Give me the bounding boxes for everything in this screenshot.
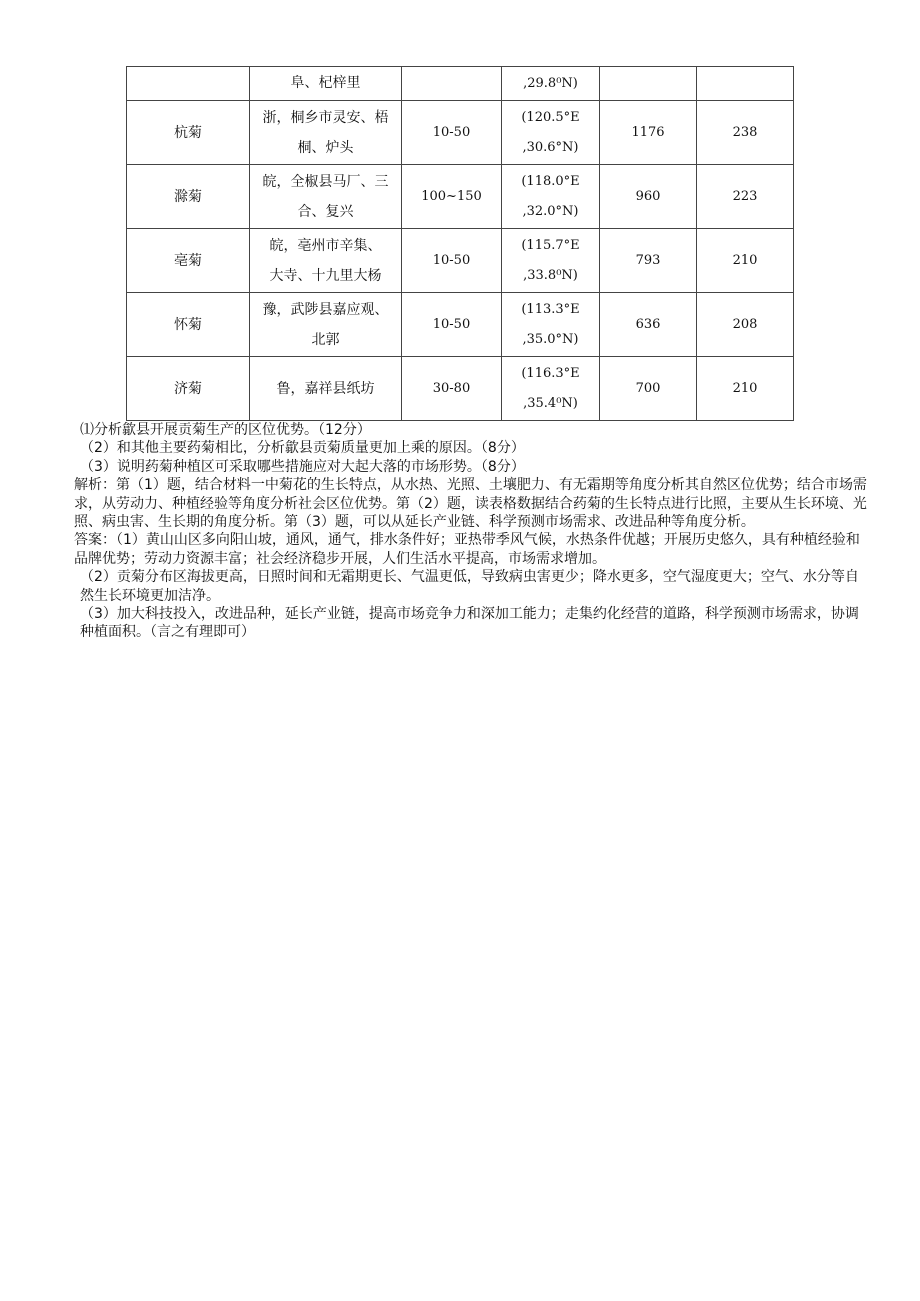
value-2: 223 — [697, 165, 794, 229]
question-1: ⑴分析歙县开展贡菊生产的区位优势。（12分） — [80, 422, 371, 438]
value-1: 960 — [600, 165, 697, 229]
value-1: 1176 — [600, 101, 697, 165]
table-row — [127, 357, 794, 421]
coordinates: (115.7°E ,33.8⁰N) — [502, 229, 600, 293]
chrysanthemum-table — [126, 66, 794, 421]
value-1: 700 — [600, 357, 697, 421]
answer-1: 答案：（1）黄山山区多向阳山坡，通风，通气，排水条件好；亚热带季风气候，水热条件优越；开展历史悠久，具有种植经验和品牌优势；劳动力资源丰富；社会经济稳步开展，人们生活水平提高，市场需求增加。 — [74, 532, 860, 567]
origin-place: 浙，桐乡市灵安、梧 桐、炉头 — [250, 101, 402, 165]
answer-3: （3）加大科技投入，改进品种，延长产业链，提高市场竞争力和深加工能力；走集约化经营的道路，科学预测市场需求，协调种植面积。（言之有理即可） — [80, 606, 859, 641]
origin-place: 皖，亳州市辛集、 大寺、十九里大杨 — [250, 229, 402, 293]
value-1 — [600, 67, 697, 101]
value-2: 238 — [697, 101, 794, 165]
variety-name: 亳菊 — [127, 229, 250, 293]
variety-name — [127, 67, 250, 101]
value-2: 210 — [697, 357, 794, 421]
table-row — [127, 229, 794, 293]
altitude: 100~150 — [402, 165, 502, 229]
origin-place: 鲁，嘉祥县纸坊 — [250, 357, 402, 421]
value-1: 793 — [600, 229, 697, 293]
coordinates: ,29.8⁰N) — [502, 67, 600, 101]
table-row — [127, 165, 794, 229]
question-3: （3）说明药菊种植区可采取哪些措施应对大起大落的市场形势。（8分） — [80, 458, 525, 475]
question-2: （2）和其他主要药菊相比，分析歙县贡菊质量更加上乘的原因。（8分） — [80, 440, 525, 457]
origin-place: 皖，全椒县马厂、三 合、复兴 — [250, 165, 402, 229]
value-1: 636 — [600, 293, 697, 357]
variety-name: 滁菊 — [127, 165, 250, 229]
altitude: 30-80 — [402, 357, 502, 421]
analysis-text: 解析：第（1）题，结合材料一中菊花的生长特点，从水热、光照、土壤肥力、有无霜期等角度分析其自然区位优势；结合市场需求，从劳动力、种植经验等角度分析社会区位优势。第（2）题，读表格数据结合药菊的生长特点进行比照，主要从生长环境、光照、病虫害、生长期的角度分析。第（3）题，可以从延长产业链、科学预测市场需求、改进品种等角度分析。 — [74, 477, 867, 531]
altitude: 10-50 — [402, 293, 502, 357]
table-row — [127, 293, 794, 357]
variety-name: 济菊 — [127, 357, 250, 421]
altitude: 10-50 — [402, 101, 502, 165]
origin-place: 阜、杞梓里 — [250, 67, 402, 101]
variety-name: 杭菊 — [127, 101, 250, 165]
answer-2: （2）贡菊分布区海拔更高，日照时间和无霜期更长、气温更低，导致病虫害更少；降水更多，空气湿度更大；空气、水分等自然生长环境更加洁净。 — [80, 569, 859, 604]
variety-name: 怀菊 — [127, 293, 250, 357]
value-2: 210 — [697, 229, 794, 293]
coordinates: (120.5°E ,30.6°N) — [502, 101, 600, 165]
table-row — [127, 101, 794, 165]
value-2: 208 — [697, 293, 794, 357]
coordinates: (113.3°E ,35.0°N) — [502, 293, 600, 357]
value-2 — [697, 67, 794, 101]
altitude: 10-50 — [402, 229, 502, 293]
question-answer-section — [62, 421, 872, 642]
coordinates: (118.0°E ,32.0°N) — [502, 165, 600, 229]
origin-place: 豫，武陟县嘉应观、 北郭 — [250, 293, 402, 357]
table-row — [127, 67, 794, 101]
altitude — [402, 67, 502, 101]
coordinates: (116.3°E ,35.4⁰N) — [502, 357, 600, 421]
